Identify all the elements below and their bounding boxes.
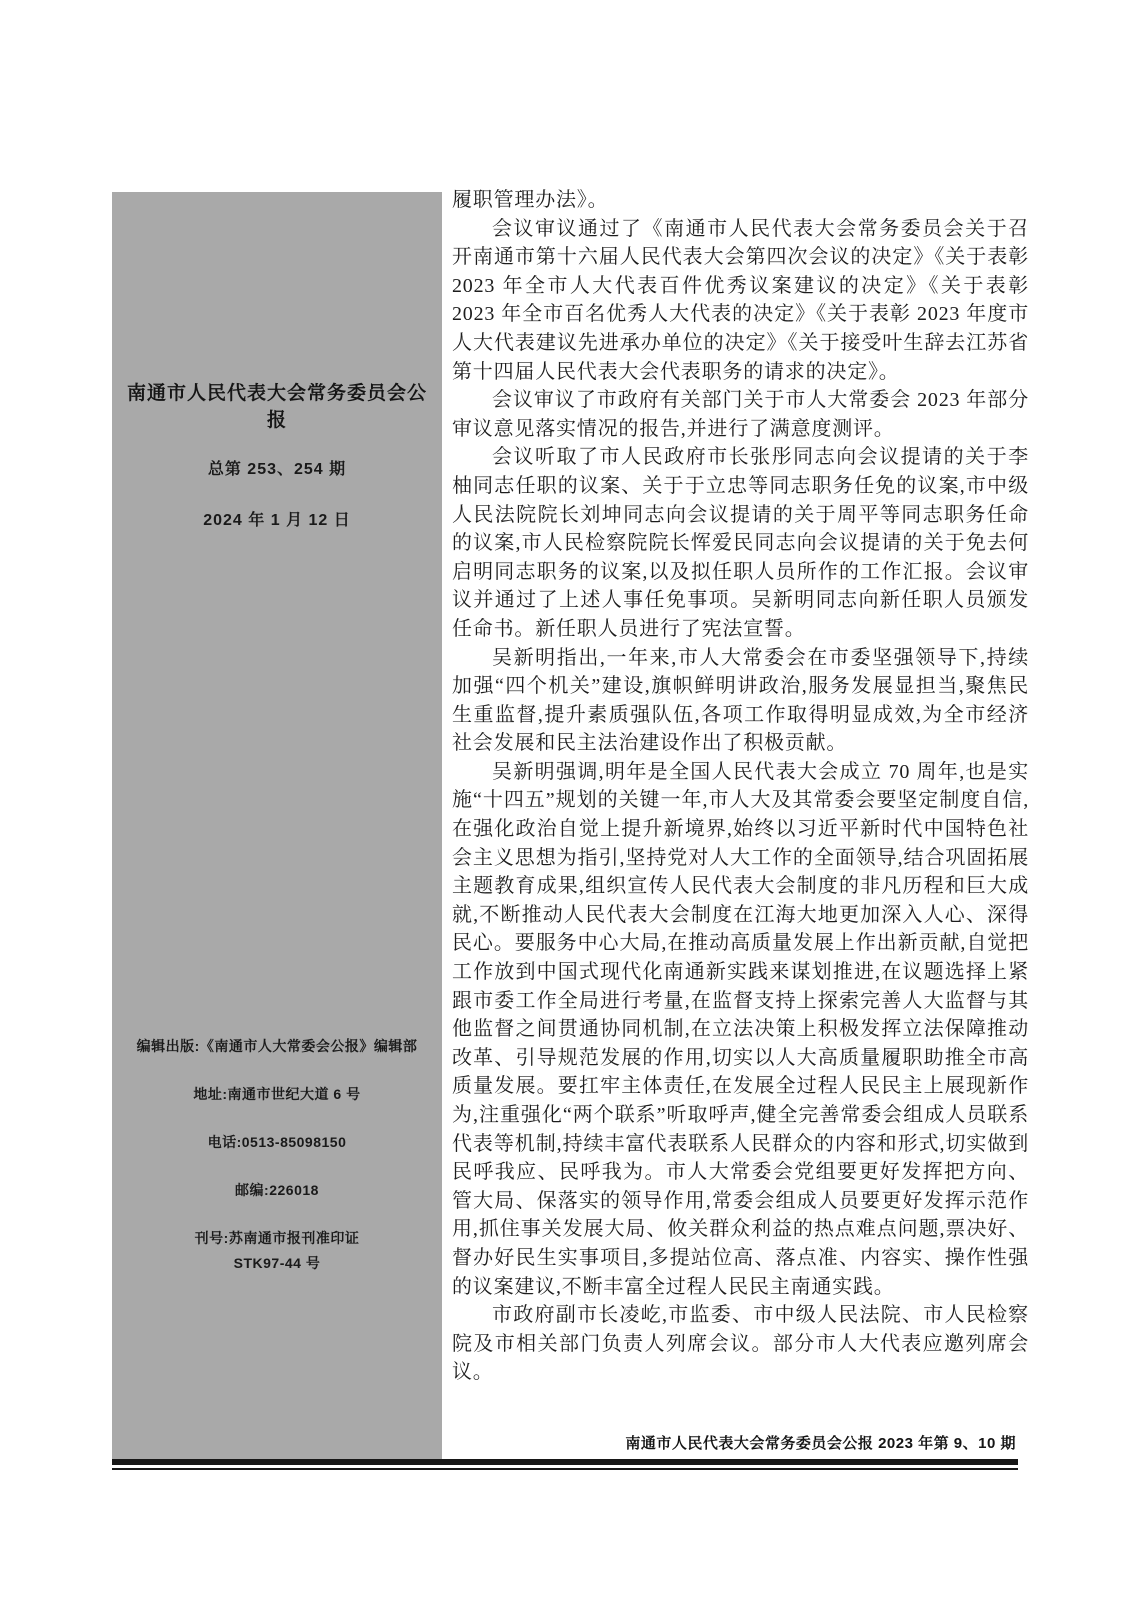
article-paragraph: 会议听取了市人民政府市长张彤同志向会议提请的关于李柚同志任职的议案、关于于立忠等同志职务任免的议案,市中级人民法院院长刘坤同志向会议提请的关于周平等同志职务任命的议案,市人民检察院院长恽爱民同志向会议提请的关于免去何启明同志职务的议案,以及拟任职人员所作的工作汇报。会议审议并通过了上述人事任免事项。吴新明同志向新任职人员颁发任命书。新任职人员进行了宪法宣誓。 [452, 446, 1029, 640]
publisher-editor-line: 编辑出版:《南通市人大常委会公报》编辑部 [136, 1038, 418, 1054]
article-paragraph: 会议审议通过了《南通市人民代表大会常务委员会关于召开南通市第十六届人民代表大会第四次会议的决定》《关于表彰 2023 年全市人大代表百件优秀议案建议的决定》《关于表彰 2023 年全市百名优秀人大代表的决定》《关于表彰 2023 年度市人大代表建议先进承办单位的决定》《关于接受叶生辞去江苏省第十四届人民代表大会代表职务的请求的决定》。 [452, 217, 1029, 383]
publisher-phone-line: 电话:0513-85098150 [207, 1134, 347, 1150]
bottom-rule-thin [112, 1468, 1018, 1470]
masthead-title: 南通市人民代表大会常务委员会公报 [126, 383, 427, 431]
masthead-issue-number: 总第 253、254 期 [207, 461, 347, 478]
masthead-sidebar [112, 192, 442, 1459]
article-paragraph-continuation: 履职管理办法》。 [452, 189, 609, 211]
article-paragraph: 市政府副市长凌屹,市监委、市中级人民法院、市人民检察院及市相关部门负责人列席会议。部分市人大代表应邀列席会议。 [452, 1304, 1029, 1384]
publisher-license-line: 刊号:苏南通市报刊准印证 [194, 1230, 360, 1246]
publisher-postcode-line: 邮编:226018 [235, 1182, 319, 1198]
page-footer-running-title: 南通市人民代表大会常务委员会公报 2023 年第 9、10 期 [625, 1435, 1016, 1452]
article-paragraph: 会议审议了市政府有关部门关于市人大常委会 2023 年部分审议意见落实情况的报告,并进行了满意度测评。 [452, 389, 1029, 440]
masthead-date: 2024 年 1 月 12 日 [203, 512, 351, 529]
publisher-license-number-line: STK97-44 号 [233, 1255, 321, 1271]
article-body [452, 186, 1029, 1387]
bottom-rule-thick [112, 1459, 1018, 1465]
article-paragraph: 吴新明指出,一年来,市人大常委会在市委坚强领导下,持续加强“四个机关”建设,旗帜鲜明讲政治,服务发展显担当,聚焦民生重监督,提升素质强队伍,各项工作取得明显成效,为全市经济社会发展和民主法治建设作出了积极贡献。 [452, 646, 1029, 755]
publisher-address-line: 地址:南通市世纪大道 6 号 [193, 1086, 361, 1102]
article-paragraph: 吴新明强调,明年是全国人民代表大会成立 70 周年,也是实施“十四五”规划的关键一年,市人大及其常委会要坚定制度自信,在强化政治自觉上提升新境界,始终以习近平新时代中国特色社会主义思想为指引,坚持党对人大工作的全面领导,结合巩固拓展主题教育成果,组织宣传人民代表大会制度的非凡历程和巨大成就,不断推动人民代表大会制度在江海大地更加深入人心、深得民心。要服务中心大局,在推动高质量发展上作出新贡献,自觉把工作放到中国式现代化南通新实践来谋划推进,在议题选择上紧跟市委工作全局进行考量,在监督支持上探索完善人大监督与其他监督之间贯通协同机制,在立法决策上积极发挥立法保障推动改革、引导规范发展的作用,切实以人大高质量履职助推全市高质量发展。要扛牢主体责任,在发展全过程人民民主上展现新作为,注重强化“两个联系”听取呼声,健全完善常委会组成人员联系代表等机制,持续丰富代表联系人民群众的内容和形式,切实做到民呼我应、民呼我为。市人大常委会党组要更好发挥把方向、管大局、保落实的领导作用,常委会组成人员要更好发挥示范作用,抓住事关发展大局、攸关群众利益的热点难点问题,票决好、督办好民生实事项目,多提站位高、落点准、内容实、操作性强的议案建议,不断丰富全过程人民民主南通实践。 [452, 760, 1029, 1298]
masthead-publisher-info [112, 1036, 442, 1301]
